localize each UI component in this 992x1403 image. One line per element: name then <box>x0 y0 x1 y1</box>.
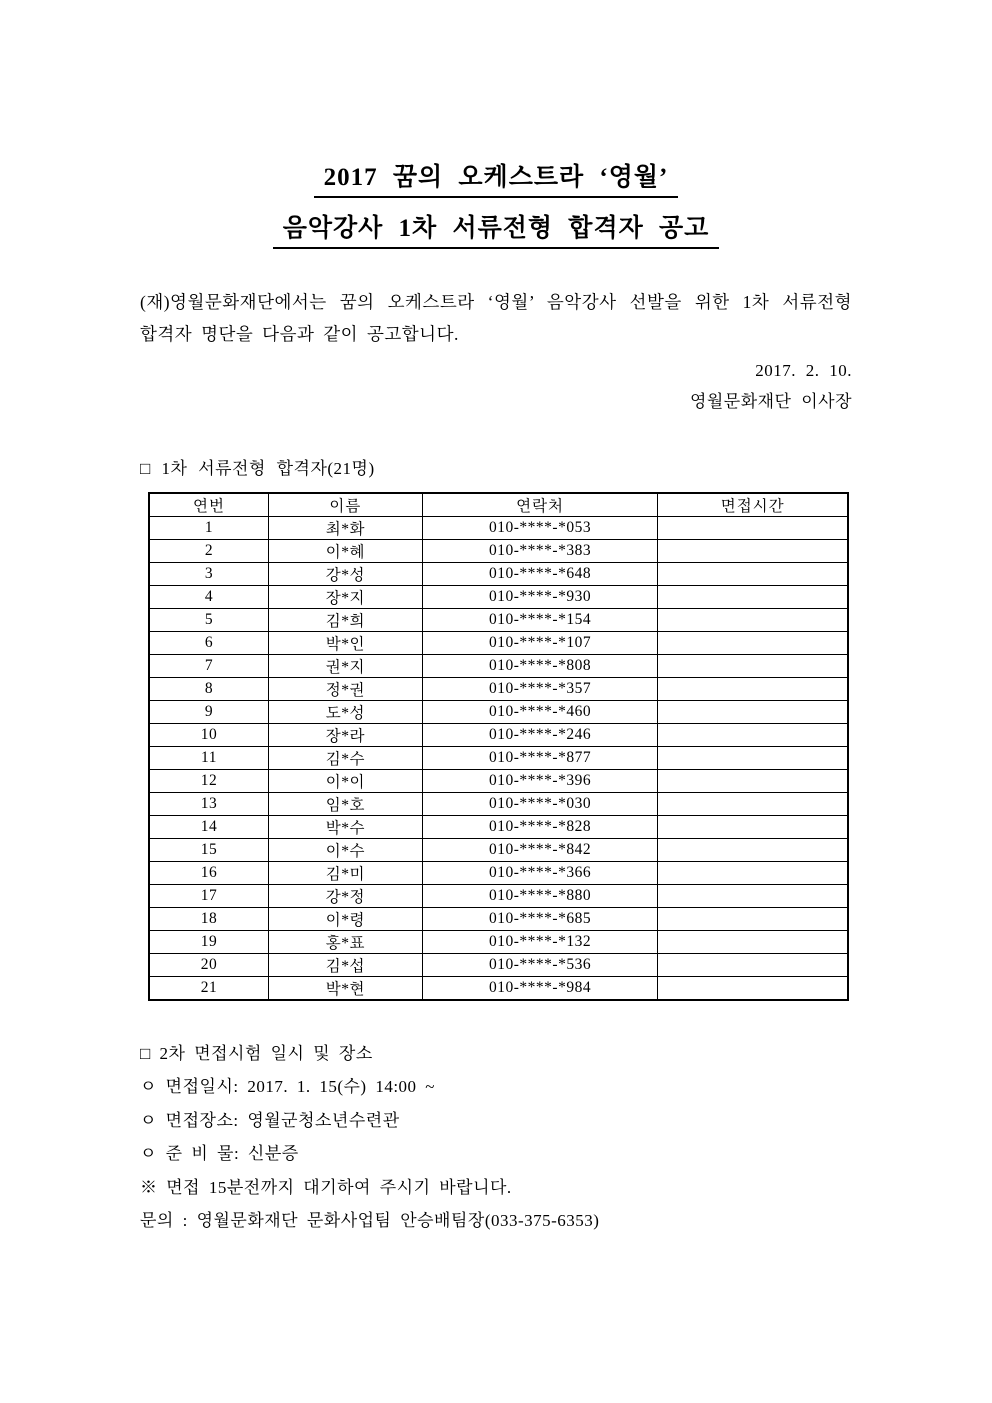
cell-interview-time <box>658 908 848 931</box>
cell-name: 이*수 <box>269 839 423 862</box>
cell-interview-time <box>658 954 848 977</box>
cell-serial-no: 3 <box>149 563 269 586</box>
cell-interview-time <box>658 793 848 816</box>
cell-interview-time <box>658 632 848 655</box>
cell-serial-no: 1 <box>149 517 269 540</box>
table-row <box>149 563 848 586</box>
table-row <box>149 816 848 839</box>
table-row <box>149 839 848 862</box>
cell-interview-time <box>658 977 848 1001</box>
cell-serial-no: 5 <box>149 609 269 632</box>
table-header <box>149 493 848 517</box>
cell-serial-no: 15 <box>149 839 269 862</box>
cell-interview-time <box>658 517 848 540</box>
header-interview-time: 면접시간 <box>658 493 848 517</box>
cell-serial-no: 13 <box>149 793 269 816</box>
cell-name: 박*현 <box>269 977 423 1001</box>
table-row <box>149 770 848 793</box>
preparation-line: ㅇ 준 비 물: 신분증 <box>140 1144 299 1164</box>
cell-serial-no: 8 <box>149 678 269 701</box>
cell-interview-time <box>658 609 848 632</box>
table-row <box>149 793 848 816</box>
cell-interview-time <box>658 816 848 839</box>
cell-name: 김*섭 <box>269 954 423 977</box>
cell-serial-no: 17 <box>149 885 269 908</box>
cell-interview-time <box>658 770 848 793</box>
table-row <box>149 540 848 563</box>
cell-contact: 010-****-*107 <box>422 632 658 655</box>
cell-contact: 010-****-*357 <box>422 678 658 701</box>
table-row <box>149 977 848 1001</box>
cell-serial-no: 16 <box>149 862 269 885</box>
table-row <box>149 517 848 540</box>
cell-serial-no: 2 <box>149 540 269 563</box>
cell-contact: 010-****-*396 <box>422 770 658 793</box>
cell-contact: 010-****-*383 <box>422 540 658 563</box>
intro-text-line1: (재)영월문화재단에서는 꿈의 오케스트라 ‘영월’ 음악강사 선발을 위한 1차 서류전형 <box>140 292 852 312</box>
cell-name: 이*령 <box>269 908 423 931</box>
header-contact: 연락처 <box>422 493 658 517</box>
cell-name: 박*수 <box>269 816 423 839</box>
cell-contact: 010-****-*828 <box>422 816 658 839</box>
cell-serial-no: 11 <box>149 747 269 770</box>
cell-serial-no: 6 <box>149 632 269 655</box>
interview-date-line: ㅇ 면접일시: 2017. 1. 15(수) 14:00 ~ <box>140 1077 435 1097</box>
table-row <box>149 586 848 609</box>
cell-contact: 010-****-*132 <box>422 931 658 954</box>
cell-contact: 010-****-*154 <box>422 609 658 632</box>
cell-interview-time <box>658 563 848 586</box>
table-row <box>149 862 848 885</box>
table-row <box>149 609 848 632</box>
table-row <box>149 632 848 655</box>
table-row <box>149 954 848 977</box>
cell-interview-time <box>658 885 848 908</box>
pass-list-table <box>148 492 849 1001</box>
cell-name: 장*지 <box>269 586 423 609</box>
cell-name: 김*수 <box>269 747 423 770</box>
cell-contact: 010-****-*366 <box>422 862 658 885</box>
cell-serial-no: 20 <box>149 954 269 977</box>
cell-interview-time <box>658 724 848 747</box>
title-block <box>140 156 852 258</box>
cell-serial-no: 14 <box>149 816 269 839</box>
document-title-line2: 음악강사 1차 서류전형 합격자 공고 <box>273 207 720 249</box>
cell-name: 강*성 <box>269 563 423 586</box>
cell-interview-time <box>658 747 848 770</box>
cell-serial-no: 10 <box>149 724 269 747</box>
cell-name: 도*성 <box>269 701 423 724</box>
cell-contact: 010-****-*648 <box>422 563 658 586</box>
cell-interview-time <box>658 586 848 609</box>
table-row <box>149 885 848 908</box>
table-row <box>149 655 848 678</box>
cell-name: 이*혜 <box>269 540 423 563</box>
contact-info-line: 문의 : 영월문화재단 문화사업팀 안승배팀장(033-375-6353) <box>140 1211 600 1231</box>
intro-text-line2: 합격자 명단을 다음과 같이 공고합니다. <box>140 324 459 344</box>
cell-contact: 010-****-*877 <box>422 747 658 770</box>
cell-contact: 010-****-*536 <box>422 954 658 977</box>
intro-paragraph <box>140 286 852 350</box>
cell-interview-time <box>658 540 848 563</box>
cell-serial-no: 18 <box>149 908 269 931</box>
cell-contact: 010-****-*246 <box>422 724 658 747</box>
header-serial-no: 연번 <box>149 493 269 517</box>
cell-interview-time <box>658 839 848 862</box>
cell-name: 장*라 <box>269 724 423 747</box>
cell-serial-no: 4 <box>149 586 269 609</box>
table-row <box>149 931 848 954</box>
cell-contact: 010-****-*842 <box>422 839 658 862</box>
cell-name: 김*희 <box>269 609 423 632</box>
section2-heading: □ 2차 면접시험 일시 및 장소 <box>140 1044 373 1063</box>
cell-serial-no: 12 <box>149 770 269 793</box>
cell-name: 최*화 <box>269 517 423 540</box>
cell-contact: 010-****-*460 <box>422 701 658 724</box>
table-row <box>149 701 848 724</box>
section2 <box>140 1037 852 1237</box>
table-header-row <box>149 493 848 517</box>
cell-serial-no: 21 <box>149 977 269 1001</box>
cell-serial-no: 7 <box>149 655 269 678</box>
cell-name: 강*정 <box>269 885 423 908</box>
cell-contact: 010-****-*880 <box>422 885 658 908</box>
document-title-line1: 2017 꿈의 오케스트라 ‘영월’ <box>314 156 679 198</box>
table-row <box>149 724 848 747</box>
cell-interview-time <box>658 931 848 954</box>
cell-name: 김*미 <box>269 862 423 885</box>
signature: 영월문화재단 이사장 <box>689 392 852 411</box>
cell-serial-no: 19 <box>149 931 269 954</box>
cell-contact: 010-****-*685 <box>422 908 658 931</box>
section1-heading: □ 1차 서류전형 합격자(21명) <box>140 459 375 478</box>
cell-interview-time <box>658 862 848 885</box>
cell-name: 박*인 <box>269 632 423 655</box>
interview-place-line: ㅇ 면접장소: 영월군청소년수련관 <box>140 1110 400 1130</box>
cell-serial-no: 9 <box>149 701 269 724</box>
table-body <box>149 517 848 1001</box>
cell-name: 정*권 <box>269 678 423 701</box>
cell-interview-time <box>658 678 848 701</box>
table-row <box>149 678 848 701</box>
table-row <box>149 908 848 931</box>
cell-contact: 010-****-*808 <box>422 655 658 678</box>
cell-contact: 010-****-*030 <box>422 793 658 816</box>
cell-contact: 010-****-*053 <box>422 517 658 540</box>
cell-interview-time <box>658 655 848 678</box>
cell-name: 권*지 <box>269 655 423 678</box>
header-name: 이름 <box>269 493 423 517</box>
cell-name: 임*호 <box>269 793 423 816</box>
waiting-notice-line: ※ 면접 15분전까지 대기하여 주시기 바랍니다. <box>140 1177 512 1197</box>
cell-name: 이*이 <box>269 770 423 793</box>
table-row <box>149 747 848 770</box>
cell-contact: 010-****-*984 <box>422 977 658 1001</box>
cell-interview-time <box>658 701 848 724</box>
cell-contact: 010-****-*930 <box>422 586 658 609</box>
cell-name: 홍*표 <box>269 931 423 954</box>
announcement-date: 2017. 2. 10. <box>755 361 852 380</box>
